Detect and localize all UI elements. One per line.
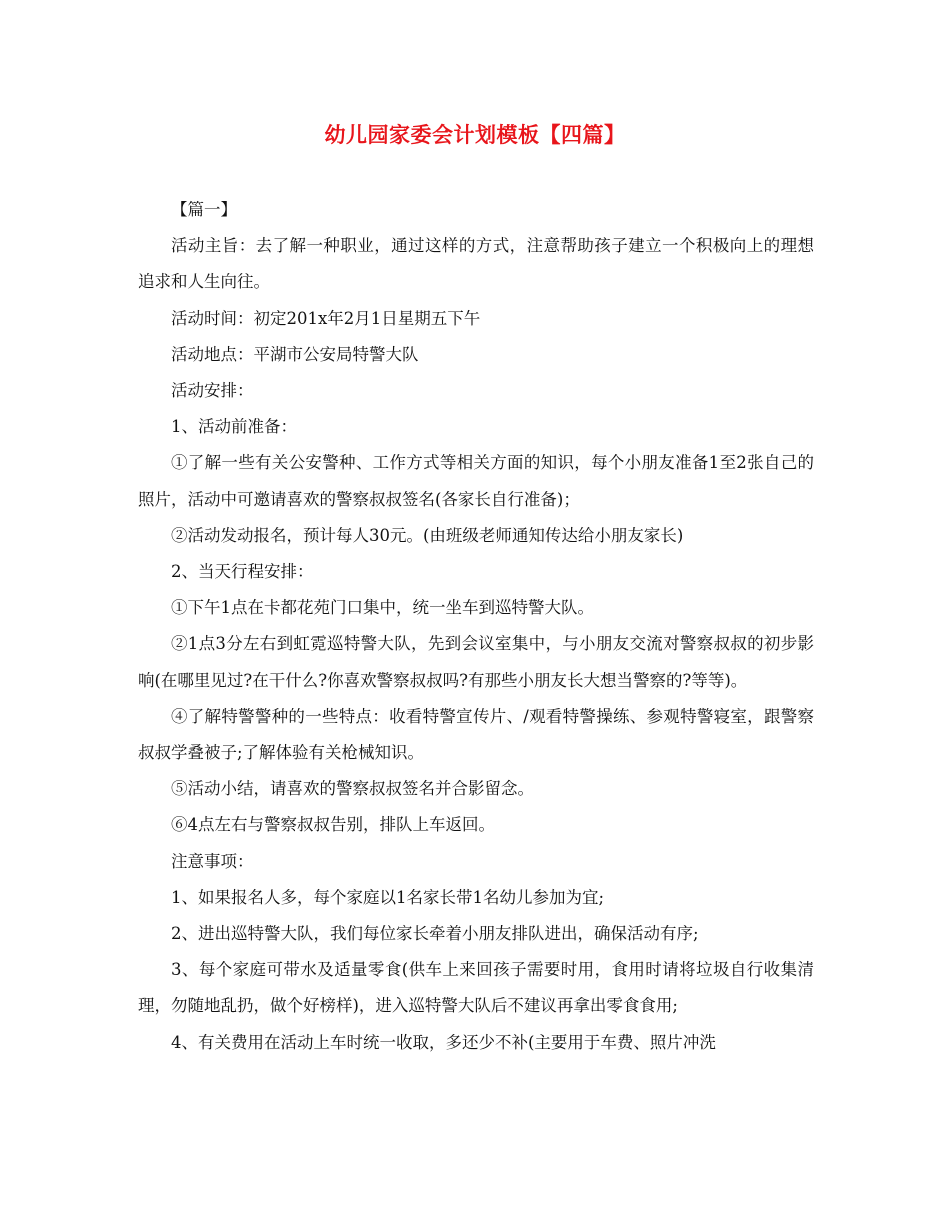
section-heading: 【篇一】 [171,200,237,219]
paragraph-schedule: 2、当天行程安排： [171,562,314,582]
paragraph-prep-item-2: ②活动发动报名，预计每人30元。(由班级老师通知传达给小朋友家长) [171,525,684,545]
paragraph-note-2: 2、进出巡特警大队，我们每位家长牵着小朋友排队进出，确保活动有序; [171,924,699,944]
paragraph-notes-heading: 注意事项： [171,851,254,871]
document-body [138,192,814,1061]
paragraph-schedule-item-1: ①下午1点在卡都花苑门口集中，统一坐车到巡特警大队。 [171,598,594,618]
paragraph-arrangement: 活动安排： [171,381,254,401]
document-title: 幼儿园家委会计划模板【四篇】 [324,122,626,147]
paragraph-preparation: 1、活动前准备： [171,417,297,437]
paragraph-schedule-item-4: ④了解特警警种的一些特点：收看特警宣传片、/观看特警操练、参观特警寝室，跟警察叔叔学叠被子;了解体验有关枪械知识。 [138,706,814,763]
paragraph-schedule-item-2: ②1点3分左右到虹霓巡特警大队，先到会议室集中，与小朋友交流对警察叔叔的初步影响(在哪里见过?在干什么?你喜欢警察叔叔吗?有那些小朋友长大想当警察的?等等)。 [138,634,814,690]
paragraph-purpose: 活动主旨：去了解一种职业，通过这样的方式，注意帮助孩子建立一个积极向上的理想追求和人生向往。 [138,236,814,292]
paragraph-schedule-item-6: ⑥4点左右与警察叔叔告别，排队上车返回。 [171,815,495,835]
paragraph-location: 活动地点：平湖市公安局特警大队 [171,344,419,364]
paragraph-note-1: 1、如果报名人多，每个家庭以1名家长带1名幼儿参加为宜; [171,887,605,907]
paragraph-note-4: 4、有关费用在活动上车时统一收取，多还少不补(主要用于车费、照片冲洗 [171,1032,716,1052]
paragraph-time: 活动时间：初定201x年2月1日星期五下午 [171,308,481,328]
paragraph-schedule-item-5: ⑤活动小结，请喜欢的警察叔叔签名并合影留念。 [171,779,534,799]
paragraph-note-3: 3、每个家庭可带水及适量零食(供车上来回孩子需要时用，食用时请将垃圾自行收集清理，勿随地乱扔，做个好榜样)，进入巡特警大队后不建议再拿出零食食用; [138,960,814,1016]
paragraph-prep-item-1: ①了解一些有关公安警种、工作方式等相关方面的知识，每个小朋友准备1至2张自己的照片，活动中可邀请喜欢的警察叔叔签名(各家长自行准备)； [138,453,814,509]
